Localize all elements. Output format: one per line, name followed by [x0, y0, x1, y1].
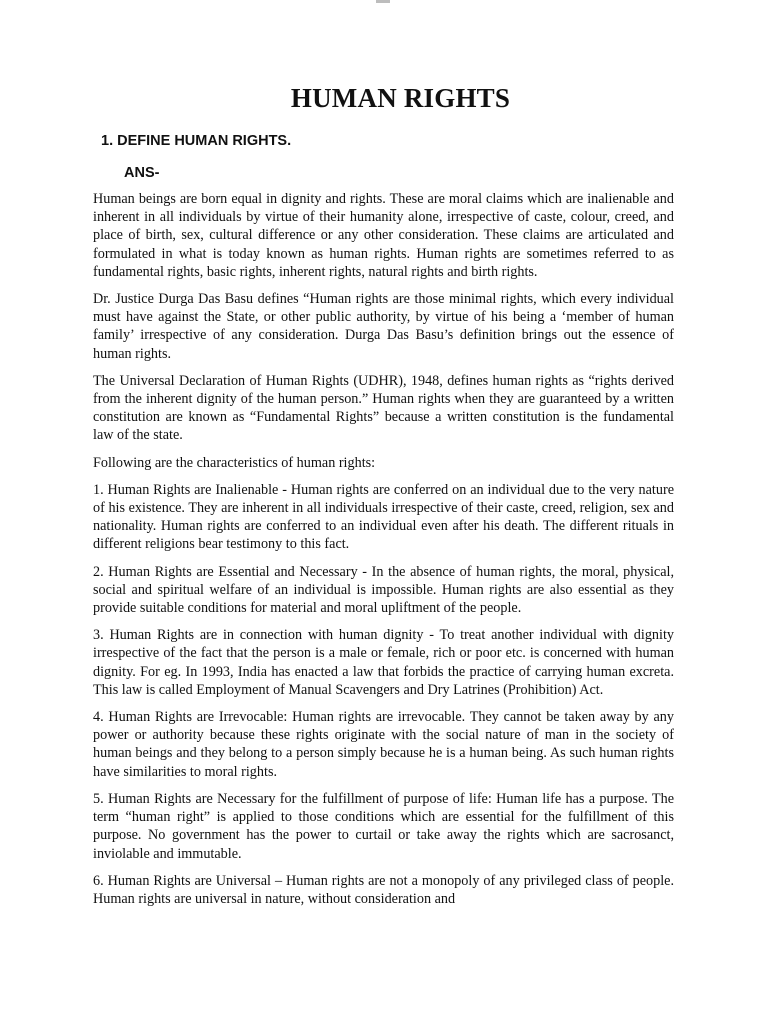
paragraph-characteristics-intro: Following are the characteristics of human rights:: [93, 454, 376, 471]
paragraph-characteristic-4: 4. Human Rights are Irrevocable: Human rights are irrevocable. They cannot be taken away by any power or authority because these rights originate with the social nature of man in the society of human beings and they belong to a person simply because he is a human being. As such human rights have similarities to moral rights.: [93, 709, 674, 780]
question-heading: 1. DEFINE HUMAN RIGHTS.: [101, 133, 292, 149]
paragraph-characteristic-2: 2. Human Rights are Essential and Necessary - In the absence of human rights, the moral, physical, social and spiritual welfare of an individual is impossible. Human rights are also essential as they provide suitable conditions for material and moral upliftment of the people.: [93, 563, 674, 617]
paragraph-characteristic-5: 5. Human Rights are Necessary for the fulfillment of purpose of life: Human life has a purpose. The term “human right” is applied to those conditions which are essential for the fulfillment of this purpose. No government has the power to curtail or take away the rights which are sacrosanct, inviolable and immutable.: [93, 790, 674, 862]
answer-label: ANS-: [124, 165, 160, 181]
paragraph-characteristic-3: 3. Human Rights are in connection with human dignity - To treat another individual with dignity irrespective of the fact that the person is a male or female, rich or poor etc. is concerned with human dignity. For eg. In 1993, India has enacted a law that forbids the practice of carrying human excreta. This law is called Employment of Manual Scavengers and Dry Latrines (Prohibition) Act.: [93, 627, 674, 698]
paragraph-udhr-definition: The Universal Declaration of Human Rights (UDHR), 1948, defines human rights as “rights derived from the inherent dignity of the human person.” Human rights when they are guaranteed by a written constitution are known as “Fundamental Rights” because a written constitution is the fundamental law of the state.: [93, 372, 674, 444]
page-top-mark: [376, 0, 390, 3]
paragraph-basu-definition: Dr. Justice Durga Das Basu defines “Human rights are those minimal rights, which every individual must have against the State, or other public authority, by virtue of his being a ‘member of human family’ irrespective of any consideration. Durga Das Basu’s definition brings out the essence of human rights.: [93, 291, 674, 362]
paragraph-characteristic-6: 6. Human Rights are Universal – Human rights are not a monopoly of any privileged class of people. Human rights are universal in nature, without consideration and: [93, 872, 674, 907]
paragraph-intro: Human beings are born equal in dignity and rights. These are moral claims which are inalienable and inherent in all individuals by virtue of their humanity alone, irrespective of caste, colour, creed, and place of birth, sex, cultural difference or any other consideration. These claims are articulated and formulated in what is today known as human rights. Human rights are sometimes referred to as fundamental rights, basic rights, inherent rights, natural rights and birth rights.: [93, 191, 674, 280]
document-title: HUMAN RIGHTS: [290, 83, 511, 113]
document-page: [93, 80, 674, 908]
paragraph-characteristic-1: 1. Human Rights are Inalienable - Human rights are conferred on an individual due to the very nature of his existence. They are inherent in all individuals irrespective of their caste, creed, religion, sex and nationality. Human rights are conferred to an individual even after his death. The different rituals in different religions bear testimony to this fact.: [93, 481, 674, 553]
